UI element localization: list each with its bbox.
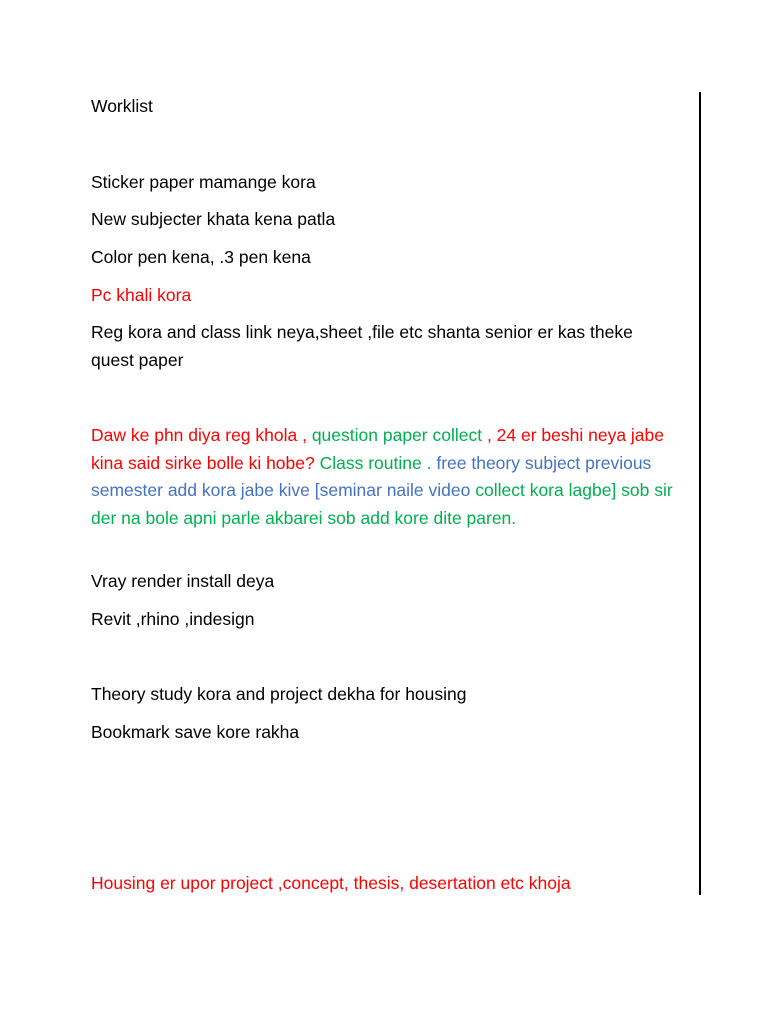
- list-item: Theory study kora and project dekha for housing: [91, 684, 467, 704]
- page-title: Worklist: [91, 96, 153, 116]
- list-item-highlighted: Pc khali kora: [91, 285, 192, 305]
- list-item: Revit ,rhino ,indesign: [91, 609, 255, 629]
- para-segment-blue: free theory subject previous semester add kora jabe kive [seminar naile video: [91, 452, 652, 500]
- vertical-rule: [699, 92, 701, 895]
- list-item: Bookmark save kore rakha: [91, 722, 300, 742]
- mixed-color-paragraph: [91, 422, 676, 532]
- list-item-highlighted: Housing er upor project ,concept, thesis, desertation etc khoja: [91, 873, 571, 893]
- list-item: Vray render install deya: [91, 571, 275, 591]
- list-item: Sticker paper mamange kora: [91, 172, 316, 192]
- para-segment-red: Daw ke phn diya reg khola ,: [91, 425, 312, 445]
- list-item: Reg kora and class link neya,sheet ,file etc shanta senior er kas theke: [91, 322, 633, 342]
- list-item-continuation: quest paper: [91, 350, 184, 370]
- para-segment-green: question paper collect: [311, 425, 483, 445]
- para-segment-red: , 24 er beshi neya jabe kina said sirke bolle ki hobe?: [91, 425, 665, 473]
- list-item: New subjecter khata kena patla: [91, 209, 336, 229]
- list-item: Color pen kena, .3 pen kena: [91, 247, 311, 267]
- para-segment-green: Class routine .: [319, 452, 432, 473]
- para-segment-green: collect kora lagbe] sob sir der na bole apni parle akbarei sob add kore dite paren.: [91, 480, 673, 528]
